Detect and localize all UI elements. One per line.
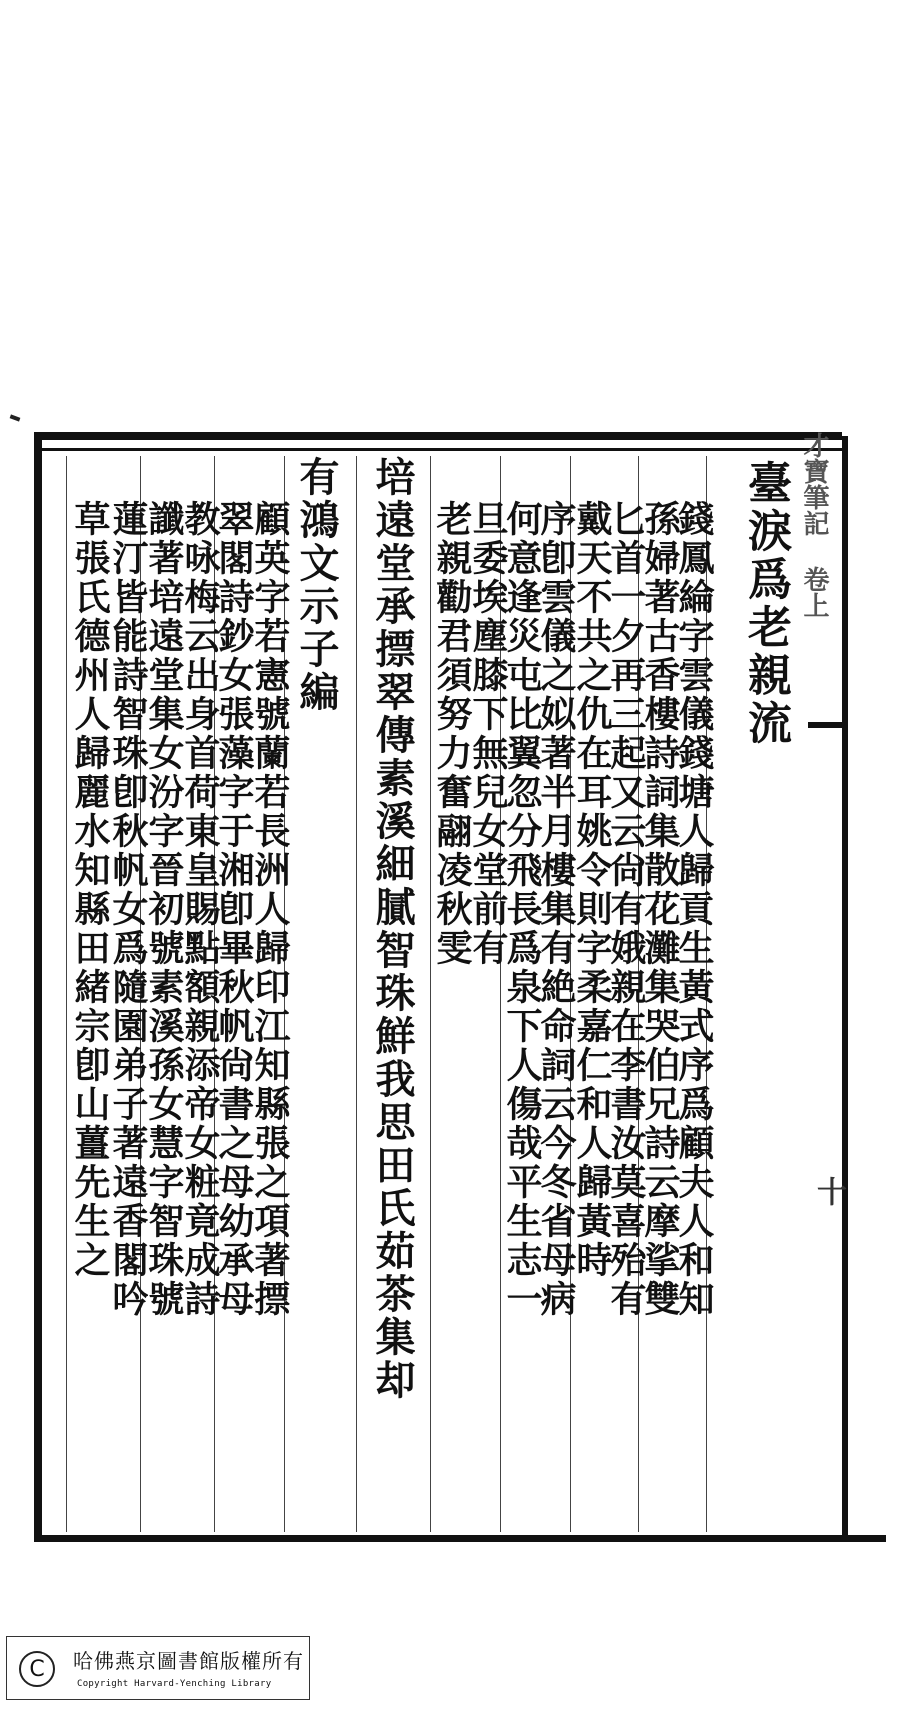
poem-title: 臺淚爲老親流 xyxy=(740,460,791,748)
text-column: 匕首一夕再三起又云尙有娥親在李書汝莫喜殆有 xyxy=(605,500,647,1319)
column-rule xyxy=(356,456,357,1532)
text-column: 序卽雲儀之姒著半月樓集有絶命詞云今冬省母病 xyxy=(535,500,577,1319)
text-column: 讖著培遠堂集女汾字晉初號素溪孫女慧字智珠號 xyxy=(143,500,185,1319)
text-column: 錢鳳綸字雲儀錢塘人歸貢生黃式序爲顧夫人和知 xyxy=(673,500,715,1319)
text-column: 教咏梅云出身首荷東皇賜點額親添帝女粧竟成詩 xyxy=(179,500,221,1319)
poem-line: 有鴻文示子編 xyxy=(293,456,340,714)
poem-line: 培遠堂承摽翠傳素溪細膩智珠鮮我思田氏茹茶集却 xyxy=(369,456,416,1402)
copyright-owner-cn: 哈佛燕京圖書館版權所有 xyxy=(73,1649,304,1673)
copyright-owner-en: Copyright Harvard-Yenching Library xyxy=(77,1679,272,1689)
text-column: 孫婦著古香樓詩詞集散花灘集哭伯兄詩云摩挲雙 xyxy=(639,500,681,1319)
page-fold-edge xyxy=(842,420,900,1530)
text-column: 蓮汀皆能詩智珠卽秋帆女爲隨園弟子著遠香閣吟 xyxy=(107,500,149,1319)
running-head: 才寶筆記 卷上 xyxy=(799,432,829,618)
text-column: 戴天不共之仇在耳姚令則字柔嘉仁和人歸黃時 xyxy=(571,500,613,1280)
margin-tick-mark xyxy=(10,414,21,421)
fishtail-mark xyxy=(808,722,844,728)
text-column: 草張氏德州人歸麗水知縣田緒宗卽山薑先生之 xyxy=(69,500,111,1280)
column-rule xyxy=(66,456,67,1532)
text-column: 旦委埃塵膝下無兒女堂前有 xyxy=(467,500,509,968)
fold-line xyxy=(842,436,848,1536)
text-column: 翠閣詩鈔女張藻字于湘卽畢秋帆尙書之母幼承母 xyxy=(213,500,255,1319)
text-column: 顧英字若憲號蘭若長洲人歸印江知縣張之項著摽 xyxy=(249,500,291,1319)
text-column: 何意逢災屯比翼忽分飛長爲泉下人傷哉平生志一 xyxy=(501,500,543,1319)
copyright-notice xyxy=(6,1636,310,1700)
text-column: 老親勸君須努力奮翮凌秋雯 xyxy=(431,500,473,968)
fold-page-number: 十 xyxy=(811,1176,846,1206)
copyright-icon: C xyxy=(19,1651,55,1687)
